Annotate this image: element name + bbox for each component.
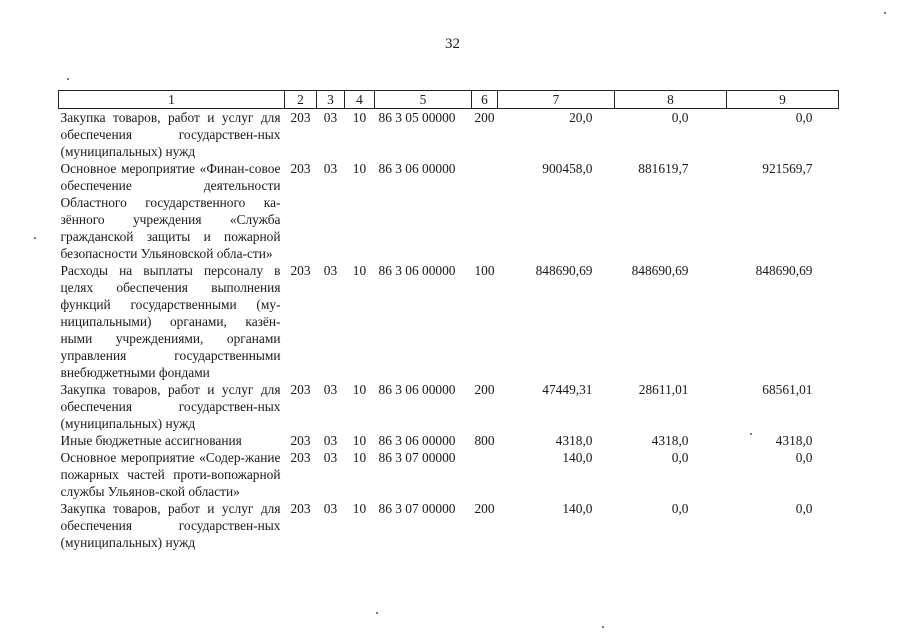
col-header-6: 6 [472,91,498,109]
cell-col4: 10 [352,263,367,278]
col-header-2: 2 [285,91,317,109]
scan-speck [67,78,69,80]
col-header-1: 1 [59,91,285,109]
cell-col7: 4318,0 [555,433,593,448]
cell-col8: 0,0 [671,501,689,516]
header-row [59,91,839,109]
cell-col4: 10 [352,110,367,125]
cell-col9: 68561,01 [762,382,813,397]
cell-col3: 03 [323,110,338,125]
cell-col9: 0,0 [795,450,813,465]
cell-col9: 921569,7 [762,161,813,176]
scan-speck [602,626,604,628]
cell-col5: 86 3 07 00000 [378,450,456,465]
cell-col2: 203 [290,161,311,176]
cell-col8: 0,0 [671,450,689,465]
cell-col8: 881619,7 [638,161,689,176]
cell-col5: 86 3 06 00000 [378,382,456,397]
cell-col8: 28611,01 [638,382,689,397]
cell-name: Закупка товаров, работ и услуг для обеспечения государствен-ных (муниципальных) нужд [60,501,281,550]
cell-col2: 203 [290,450,311,465]
cell-col8: 0,0 [671,110,689,125]
page-number: 32 [445,36,460,52]
cell-col9: 0,0 [795,110,813,125]
cell-col4: 10 [352,450,367,465]
cell-col4: 10 [352,433,367,448]
table-row [59,160,839,262]
cell-col6: 100 [474,263,495,278]
scan-speck [34,237,36,239]
table-row [59,381,839,432]
cell-col4: 10 [352,161,367,176]
cell-col2: 203 [290,263,311,278]
cell-col6 [472,449,498,500]
cell-col4: 10 [352,501,367,516]
table-row [59,500,839,551]
cell-col3: 03 [323,433,338,448]
cell-name: Закупка товаров, работ и услуг для обеспечения государствен-ных (муниципальных) нужд [60,382,281,431]
cell-col5: 86 3 06 00000 [378,263,456,278]
cell-name: Основное мероприятие «Содер-жание пожарных частей проти-вопожарной службы Ульянов-ской области» [60,450,281,499]
budget-table [58,90,839,551]
col-header-7: 7 [498,91,615,109]
cell-col3: 03 [323,263,338,278]
cell-col6: 200 [474,382,495,397]
cell-col7: 140,0 [562,450,593,465]
cell-col7: 47449,31 [542,382,593,397]
scan-speck [376,612,378,614]
cell-col5: 86 3 06 00000 [378,433,456,448]
cell-col5: 86 3 07 00000 [378,501,456,516]
cell-col9: 4318,0 [775,433,813,448]
col-header-3: 3 [317,91,345,109]
scan-speck [750,433,752,435]
cell-col6 [472,160,498,262]
cell-col5: 86 3 06 00000 [378,161,456,176]
cell-col2: 203 [290,433,311,448]
cell-col7: 140,0 [562,501,593,516]
col-header-5: 5 [375,91,472,109]
col-header-9: 9 [727,91,839,109]
cell-col9: 0,0 [795,501,813,516]
cell-col2: 203 [290,110,311,125]
table-row [59,432,839,449]
scan-speck [884,12,886,14]
cell-col3: 03 [323,501,338,516]
cell-col3: 03 [323,161,338,176]
cell-col4: 10 [352,382,367,397]
table-row [59,262,839,381]
table-row [59,449,839,500]
col-header-8: 8 [615,91,727,109]
cell-name: Основное мероприятие «Финан-совое обеспечение деятельности Областного государственного ка-зённого учреждения «Служба гражданской защиты и пожарной безопасности Ульяновской обла-сти» [60,161,281,261]
cell-col8: 4318,0 [651,433,689,448]
cell-col3: 03 [323,382,338,397]
col-header-4: 4 [345,91,375,109]
cell-name: Закупка товаров, работ и услуг для обеспечения государствен-ных (муниципальных) нужд [60,110,281,159]
cell-col3: 03 [323,450,338,465]
cell-col6: 200 [474,110,495,125]
cell-col8: 848690,69 [631,263,689,278]
cell-col6: 800 [474,433,495,448]
cell-col2: 203 [290,501,311,516]
cell-col7: 900458,0 [542,161,593,176]
cell-col7: 20,0 [569,110,593,125]
cell-col9: 848690,69 [755,263,813,278]
cell-col2: 203 [290,382,311,397]
cell-name: Иные бюджетные ассигнования [60,433,242,448]
cell-col7: 848690,69 [535,263,593,278]
cell-col5: 86 3 05 00000 [378,110,456,125]
cell-name: Расходы на выплаты персоналу в целях обеспечения выполнения функций государственными (му-ниципальными) органами, казён-ными учреждениями, органами управления государственными внебюджетными фондами [60,263,281,380]
cell-col6: 200 [474,501,495,516]
table-row [59,109,839,161]
